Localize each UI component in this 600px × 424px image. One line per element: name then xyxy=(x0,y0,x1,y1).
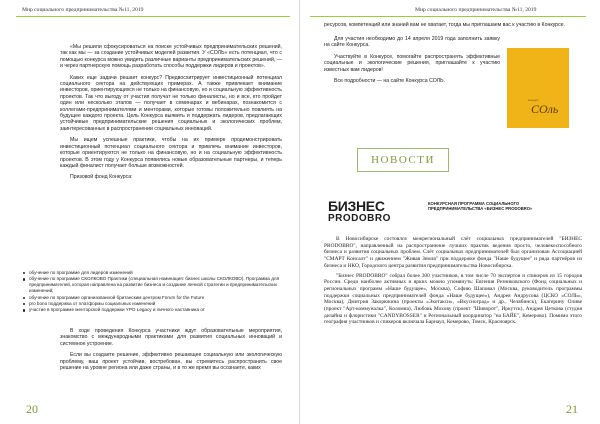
right-page xyxy=(300,0,600,424)
left-closing-text xyxy=(60,328,282,376)
biznes-logo: БИЗНЕС xyxy=(328,198,385,214)
header-rule-left xyxy=(16,16,290,17)
sol-logo xyxy=(507,48,569,128)
paragraph: «Мы решили сфокусироваться на поиске устойчивых предпринимательских решений, так как мы — за создание устойчивых моделей развития. У «СОЛЬ» есть потенциал, что с помощью конкурса можно увидеть различные варианты предпринимательских решений, — и через партнерскую помощь разработать способы поддержки лидеров и проектов». xyxy=(60,44,282,70)
paragraph: В ходе проведения Конкурса участники ждут образовательные мероприятия, знакомство с международными практиками для развития социальных инноваций и системное устроение. xyxy=(60,328,282,347)
running-header-right: Мир социального предпринимательства №11, 2019 xyxy=(415,7,537,13)
right-top-text xyxy=(324,22,580,33)
paragraph: Участвуйте в Конкурсе, помогайте распространять эффективные социальные и экологические решения, приглашайте к участию известных вам лидеров! xyxy=(324,53,500,73)
news-heading-box xyxy=(357,148,449,172)
paragraph: Мы ищем успешные практики, чтобы на их примере продемонстрировать инвестиционный потенциал социального сектора и привлечь внимание инвесторов, которые ориентируются не только на финансовую, но и на социальную эффективность проектов. В этом году у Конкурса появились новые образовательные партнеры, и теперь каждый финалист получает больше возможностей. xyxy=(60,137,282,169)
list-item: обучение по программе СКОЛКОВО Практики (специальная номинация: бизнес школы СКОЛКОВО). Программа для предпринимателей, которая направлена на развитие бизнеса и создание личной стратегии и предпринимательских изменений; xyxy=(22,276,284,294)
page-number-right: 21 xyxy=(566,402,578,416)
prodobro-logo: PRODOBRO xyxy=(328,213,391,224)
prize-list xyxy=(22,270,284,314)
sol-logo-text: СОль xyxy=(531,102,559,116)
sol-logo-caption: конкурс xyxy=(528,98,539,102)
news-heading: НОВОСТИ xyxy=(371,154,435,166)
paragraph: В Новосибирске состоялся межрегиональный слёт социальных предпринимателей "БИЗНЕС PRODOBRO", направленный на распространение лучших практик ведения просто, человекоспособного бизнеса и развития социальных проблем. Слёт социальных предпринимателей был организован Ассоциацией "СМАРТ Консалт" и движением "Живая Земля" при поддержке фонда "Наше будущее" и ряда партнёров из бизнеса и НКО, Городского центра развития предпринимательства Новосибирска. xyxy=(324,236,582,269)
list-item: обучение по программе организованной британским центром Forum for the Future xyxy=(22,295,284,301)
right-cta-text xyxy=(324,36,500,89)
left-body-text xyxy=(60,44,282,186)
paragraph: Если вы создаете решение, эффективно решающее социальную или экологическую проблему, ваш проект устойчив, востребован, вы стремитесь распространить свое решение на уровне региона или даже страны, и в то же время вы осознаете, каких xyxy=(60,352,282,372)
paragraph: ресурсов, компетенций или знаний вам не хватает, тогда мы приглашаем вас к участию в Конкурсе. xyxy=(324,22,565,28)
running-header-left: Мир социального предпринимательства №11, 2019 xyxy=(22,7,144,13)
paragraph: Каких еще задачи решает конкурс? Предвосхитрирует инвестиционный потенциал социального сектора на действующих примерах. А также привлекает внимание инвесторов, ориентирующихся не только на финансовую, но и социальную эффективность проектов. Так что выгоду от участия получат не только финалисты, но и все, кто пройдет один или несколько этапов — получает в семинарах и вебинарах, познакомится с коллегами-предпринимателями и менторами, которые готовы положительно повлиять на будущее каждого проекта. Цель Конкурса выявить и поддержать лидеров, предлагающих устойчивые предпринимательские решения социальных и экологических проблем, заинтересованных в распространении социальных инноваций. xyxy=(60,74,282,132)
list-item: pro bono поддержка от платформы социальных изменений xyxy=(22,301,284,307)
news-article xyxy=(324,236,582,329)
logo-note: КОНКУРСНАЯ ПРОГРАММА СОЦИАЛЬНОГО ПРЕДПРИНИМАТЕЛЬСТВА «БИЗНЕС PRODOBRO» xyxy=(428,201,533,211)
list-item: участие в программе менторской поддержки YPO Legacy и личного наставника от xyxy=(22,307,284,313)
paragraph: Все подробности — на сайте Конкурса СОЛЬ. xyxy=(334,78,445,85)
list-item: обучение по программе для лидеров изменений xyxy=(22,270,284,276)
paragraph: Для участия необходимо до 14 апреля 2019 года заполнить заявку на сайте Конкурса. xyxy=(324,36,500,49)
paragraph: Призовой фонд Конкурса: xyxy=(70,174,133,181)
paragraph: "Бизнес PRODOBRO" собрал более 300 участников, в том числе 70 экспертов и спикеров из 15 городов России. Среди наиболее активных и ярких можно упомянуть: Евгения Резниковского (Фонд социальных и региональных программ «Наше будущее», Москва), Софию Шаповал (Москва, руководитель программы поддержки социальных предпринимателей фонда «Наше будущее»), Андрея Андрусова (ЦСКО «СОЛЬ», Москва), Дмитрия Закорюкина (проекты «Экотакси», «Вкусноград» и др., Челябинск), Екатерину Оливе (проект "Арт-коммуналка", Коломна), Любовь Мохову (проект "Шиворот", Иркутск), Андрея Цеткова (студия дизайна и флористики "CANDYBOSSER" и Региональный координатор "на БАЙЕ", Кемерово). Помимо этого география участников и спикеров включала Барнаул, Кемерово, Томск, Красноярск. xyxy=(324,272,582,326)
page-number-left: 20 xyxy=(26,402,38,416)
header-rule-right xyxy=(310,16,586,17)
